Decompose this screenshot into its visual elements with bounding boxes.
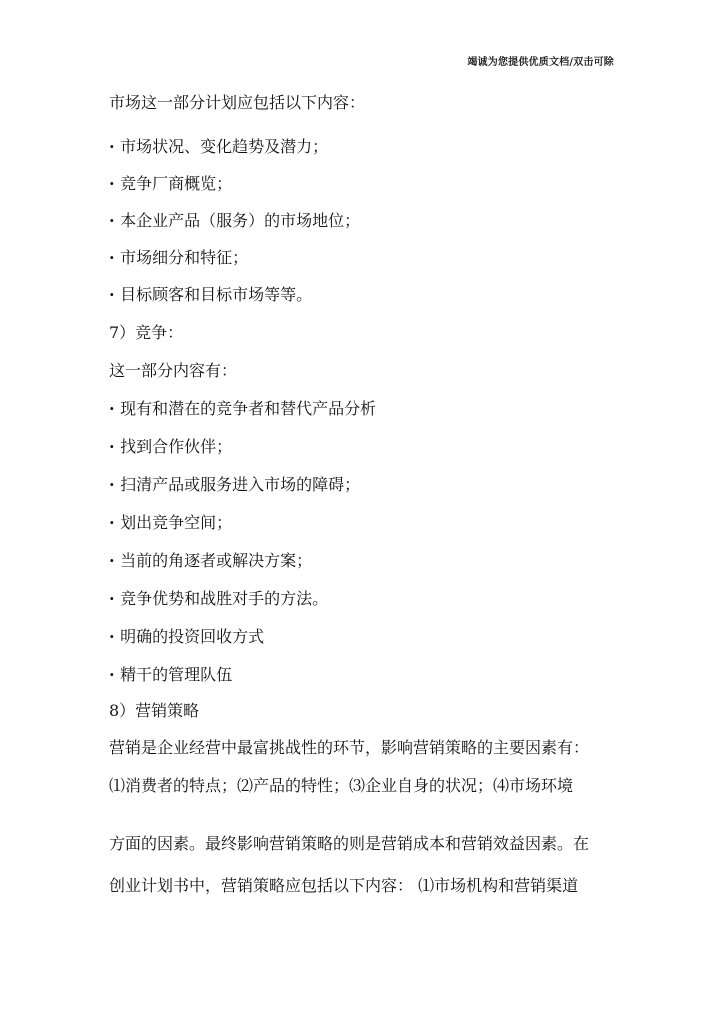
- section7-bullet: · 竞争优势和战胜对手的方法。: [109, 588, 328, 610]
- section7-bullet: · 现有和潜在的竞争者和替代产品分析: [109, 398, 376, 420]
- section8-title: 8）营销策略: [109, 701, 200, 720]
- section7-title: 7）竞争：: [109, 323, 184, 342]
- section7-bullet: · 划出竞争空间；: [109, 512, 232, 534]
- market-bullet: · 竞争厂商概览；: [109, 173, 232, 195]
- section8-paragraph: 方面的因素。最终影响营销策略的则是营销成本和营销效益因素。在: [109, 834, 590, 853]
- section7-bullet: · 当前的角逐者或解决方案；: [109, 550, 312, 572]
- section8-paragraph: 营销是企业经营中最富挑战性的环节，影响营销策略的主要因素有：: [109, 738, 590, 757]
- header-note: 竭诚为您提供优质文档/双击可除: [467, 57, 614, 68]
- market-bullet: · 市场细分和特征；: [109, 247, 248, 269]
- section7-bullet: · 扫清产品或服务进入市场的障碍；: [109, 474, 360, 496]
- section7-intro: 这一部分内容有：: [109, 361, 238, 380]
- section7-bullet: · 明确的投资回收方式: [109, 626, 264, 648]
- section8-paragraph: ⑴消费者的特点；⑵产品的特性；⑶企业自身的状况；⑷市场环境: [109, 776, 574, 795]
- market-bullet: · 市场状况、变化趋势及潜力；: [109, 136, 328, 158]
- market-bullet: · 本企业产品（服务）的市场地位；: [109, 210, 360, 232]
- section8-paragraph: 创业计划书中，营销策略应包括以下内容： ⑴市场机构和营销渠道: [109, 876, 579, 895]
- section7-bullet: · 精干的管理队伍: [109, 664, 232, 686]
- market-intro: 市场这一部分计划应包括以下内容：: [109, 93, 366, 112]
- market-bullet: · 目标顾客和目标市场等等。: [109, 284, 312, 306]
- section7-bullet: · 找到合作伙伴；: [109, 436, 232, 458]
